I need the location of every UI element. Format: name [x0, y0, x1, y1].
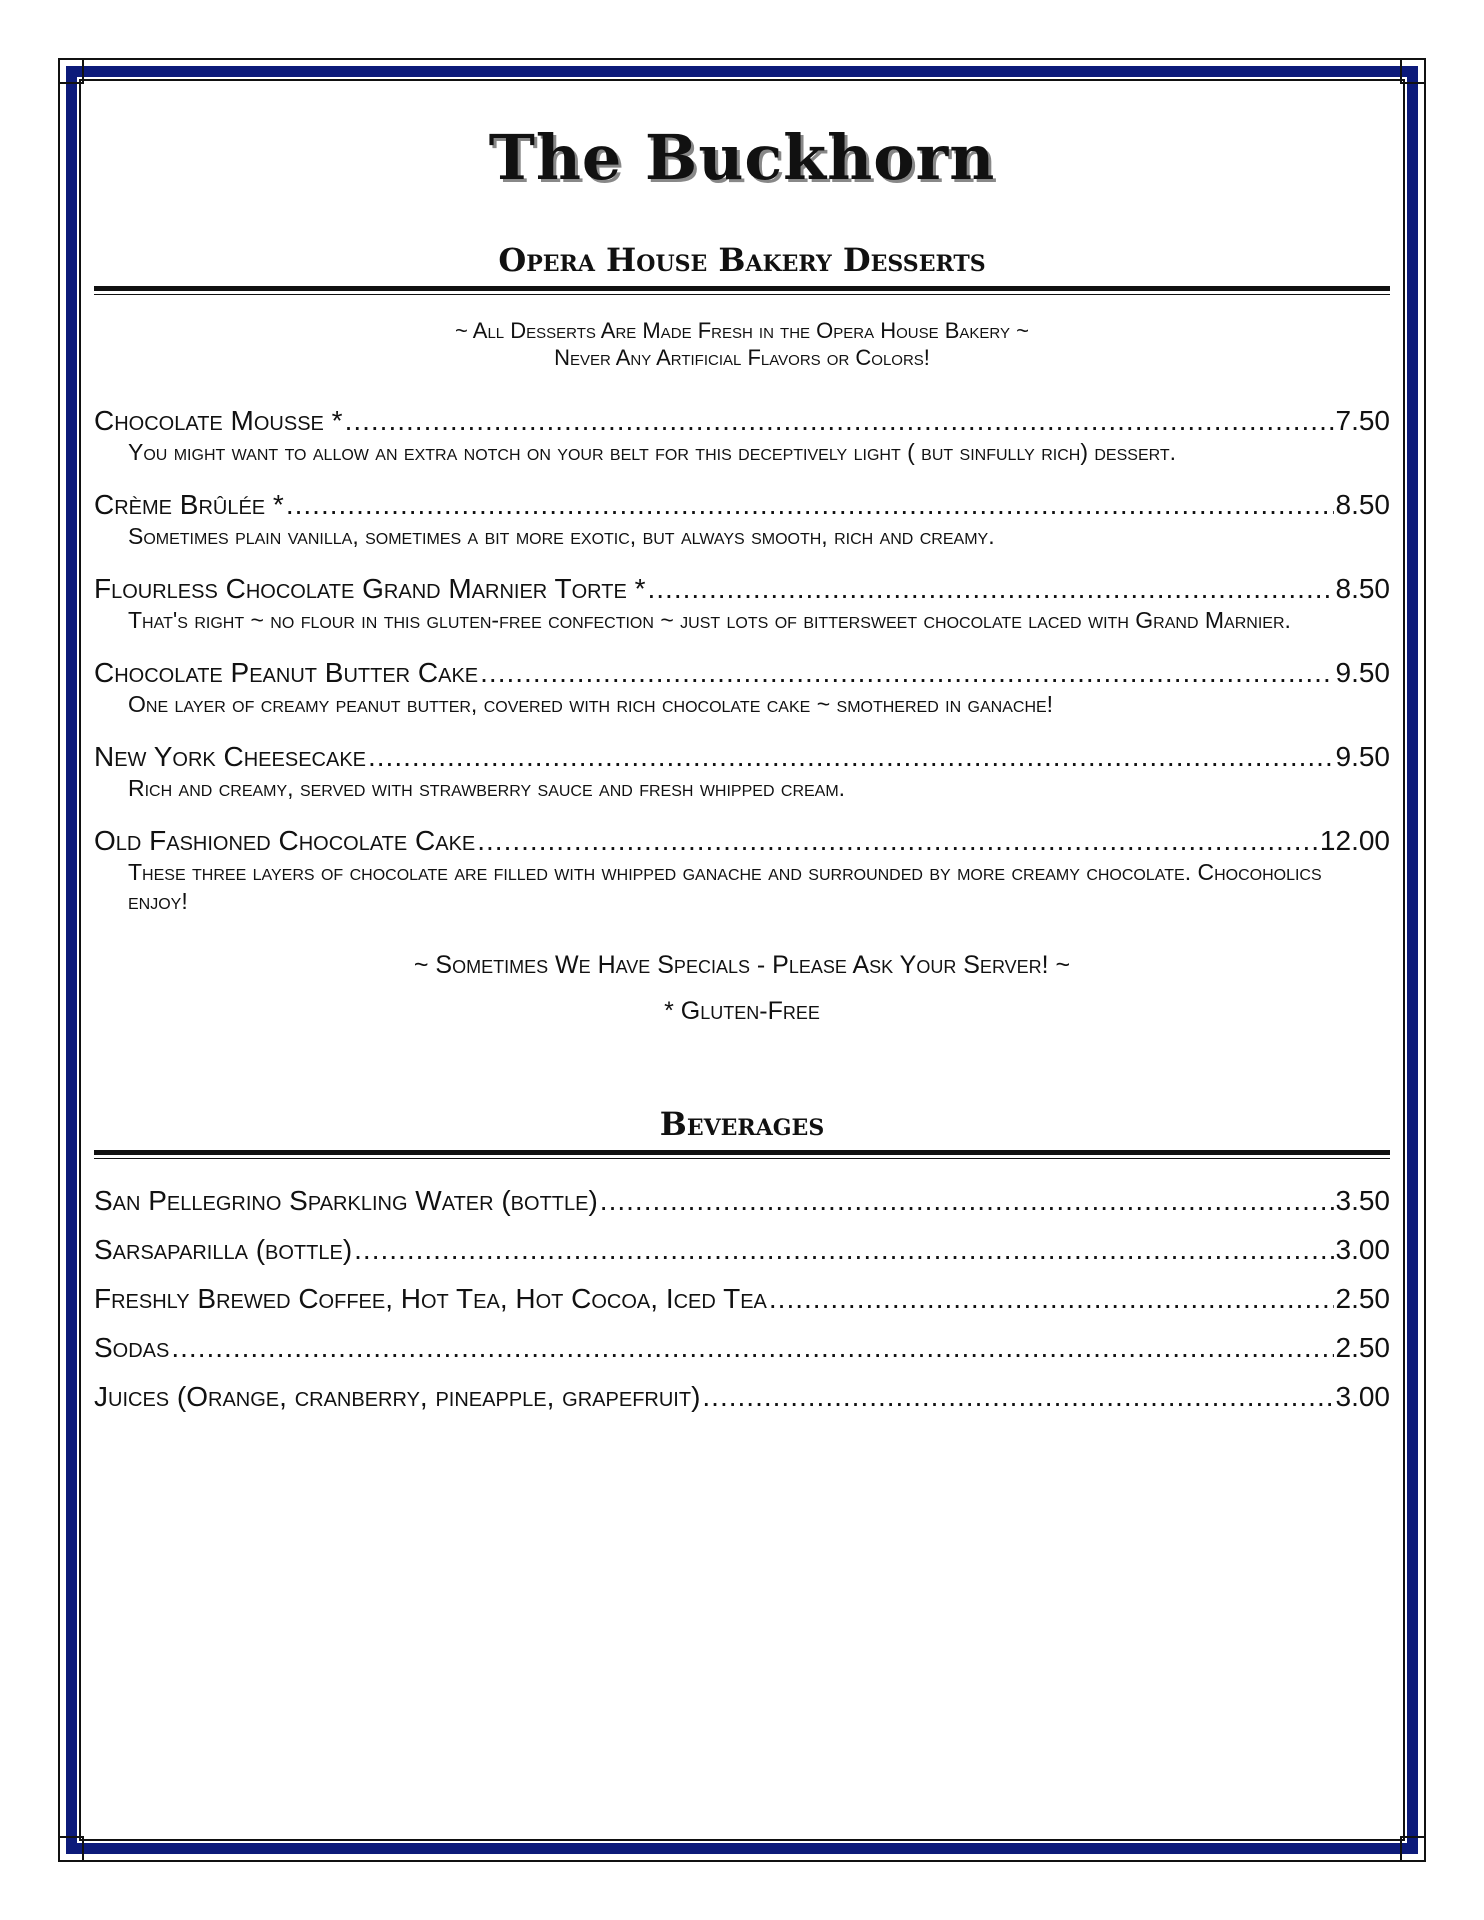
dessert-description: You might want to allow an extra notch on your belt for this deceptively light ( but sinfully rich) dessert. [128, 439, 1177, 465]
dessert-price: 8.50 [1335, 489, 1390, 520]
dessert-item-peanut-butter-cake [94, 657, 1390, 719]
dessert-name: Crème Brûlée * [94, 489, 284, 520]
dessert-item-cheesecake [94, 741, 1390, 803]
beverages-section [94, 1104, 1390, 1413]
desserts-notice [94, 317, 1390, 371]
heading-rule [94, 1150, 1390, 1155]
heading-rule-thin [94, 294, 1390, 295]
dessert-name: Flourless Chocolate Grand Marnier Torte * [94, 573, 646, 604]
restaurant-name: The Buckhorn [488, 121, 996, 194]
dot-leader [477, 825, 1318, 857]
heading-rule [94, 286, 1390, 291]
beverage-price: 2.50 [1335, 1332, 1390, 1363]
dessert-price: 8.50 [1335, 573, 1390, 604]
dot-leader [286, 489, 1334, 521]
notice-line-2: Never Any Artificial Flavors or Colors! [554, 345, 930, 370]
dot-leader [345, 405, 1334, 437]
dessert-price: 7.50 [1335, 405, 1390, 436]
dessert-description: Rich and creamy, served with strawberry sauce and fresh whipped cream. [128, 775, 846, 801]
beverage-price: 3.00 [1335, 1381, 1390, 1412]
dot-leader [480, 657, 1333, 689]
beverage-item-san-pellegrino [94, 1185, 1390, 1217]
corner-ornament-top-left [58, 58, 84, 84]
beverage-name: Juices (Orange, cranberry, pineapple, grapefruit) [94, 1381, 701, 1412]
dessert-description: Sometimes plain vanilla, sometimes a bit more exotic, but always smooth, rich and creamy. [128, 523, 995, 549]
dessert-price: 9.50 [1335, 741, 1390, 772]
dessert-price: 12.00 [1319, 825, 1390, 856]
beverage-item-juices [94, 1381, 1390, 1413]
beverages-heading: Beverages [659, 1105, 825, 1143]
dessert-item-creme-brulee [94, 489, 1390, 551]
beverage-name: Sodas [94, 1332, 170, 1363]
specials-note: ~ Sometimes We Have Specials - Please Ask Your Server! ~ [413, 951, 1071, 979]
desserts-heading: Opera House Bakery Desserts [498, 241, 986, 279]
corner-ornament-bottom-left [58, 1836, 84, 1862]
dessert-name: Chocolate Peanut Butter Cake [94, 657, 479, 688]
dot-leader [769, 1283, 1334, 1315]
beverage-item-sodas [94, 1332, 1390, 1364]
dot-leader [702, 1381, 1333, 1413]
dot-leader [368, 741, 1334, 773]
dessert-item-chocolate-mousse [94, 405, 1390, 467]
dessert-description: That's right ~ no flour in this gluten-free confection ~ just lots of bittersweet chocolate laced with Grand Marnier. [128, 607, 1291, 633]
corner-ornament-top-right [1400, 58, 1426, 84]
dessert-item-chocolate-cake [94, 825, 1390, 916]
dessert-list [94, 405, 1390, 916]
beverage-list [94, 1185, 1390, 1413]
desserts-section [94, 240, 1390, 1026]
beverage-item-sarsaparilla [94, 1234, 1390, 1266]
dessert-description: These three layers of chocolate are filled with whipped ganache and surrounded by more creamy chocolate. Chocoholics enjoy! [128, 859, 1322, 914]
gluten-free-note: * Gluten-Free [664, 997, 820, 1025]
beverage-price: 2.50 [1335, 1283, 1390, 1314]
dessert-name: Chocolate Mousse * [94, 405, 343, 436]
corner-ornament-bottom-right [1400, 1836, 1426, 1862]
dot-leader [648, 573, 1334, 605]
dot-leader [354, 1234, 1333, 1266]
dot-leader [171, 1332, 1333, 1364]
beverage-name: San Pellegrino Sparkling Water (bottle) [94, 1185, 598, 1216]
notice-line-1: ~ All Desserts Are Made Fresh in the Opera House Bakery ~ [455, 318, 1029, 343]
dessert-description: One layer of creamy peanut butter, covered with rich chocolate cake ~ smothered in ganache! [128, 691, 1054, 717]
menu-page [94, 100, 1390, 1430]
heading-rule-thin [94, 1158, 1390, 1159]
beverage-name: Sarsaparilla (bottle) [94, 1234, 353, 1265]
dessert-price: 9.50 [1335, 657, 1390, 688]
beverage-name: Freshly Brewed Coffee, Hot Tea, Hot Cocoa, Iced Tea [94, 1283, 767, 1314]
beverage-price: 3.50 [1335, 1185, 1390, 1216]
beverage-item-coffee-tea [94, 1283, 1390, 1315]
dessert-name: New York Cheesecake [94, 741, 366, 772]
dessert-item-flourless-torte [94, 573, 1390, 635]
dot-leader [600, 1185, 1334, 1217]
beverage-price: 3.00 [1335, 1234, 1390, 1265]
dessert-name: Old Fashioned Chocolate Cake [94, 825, 476, 856]
